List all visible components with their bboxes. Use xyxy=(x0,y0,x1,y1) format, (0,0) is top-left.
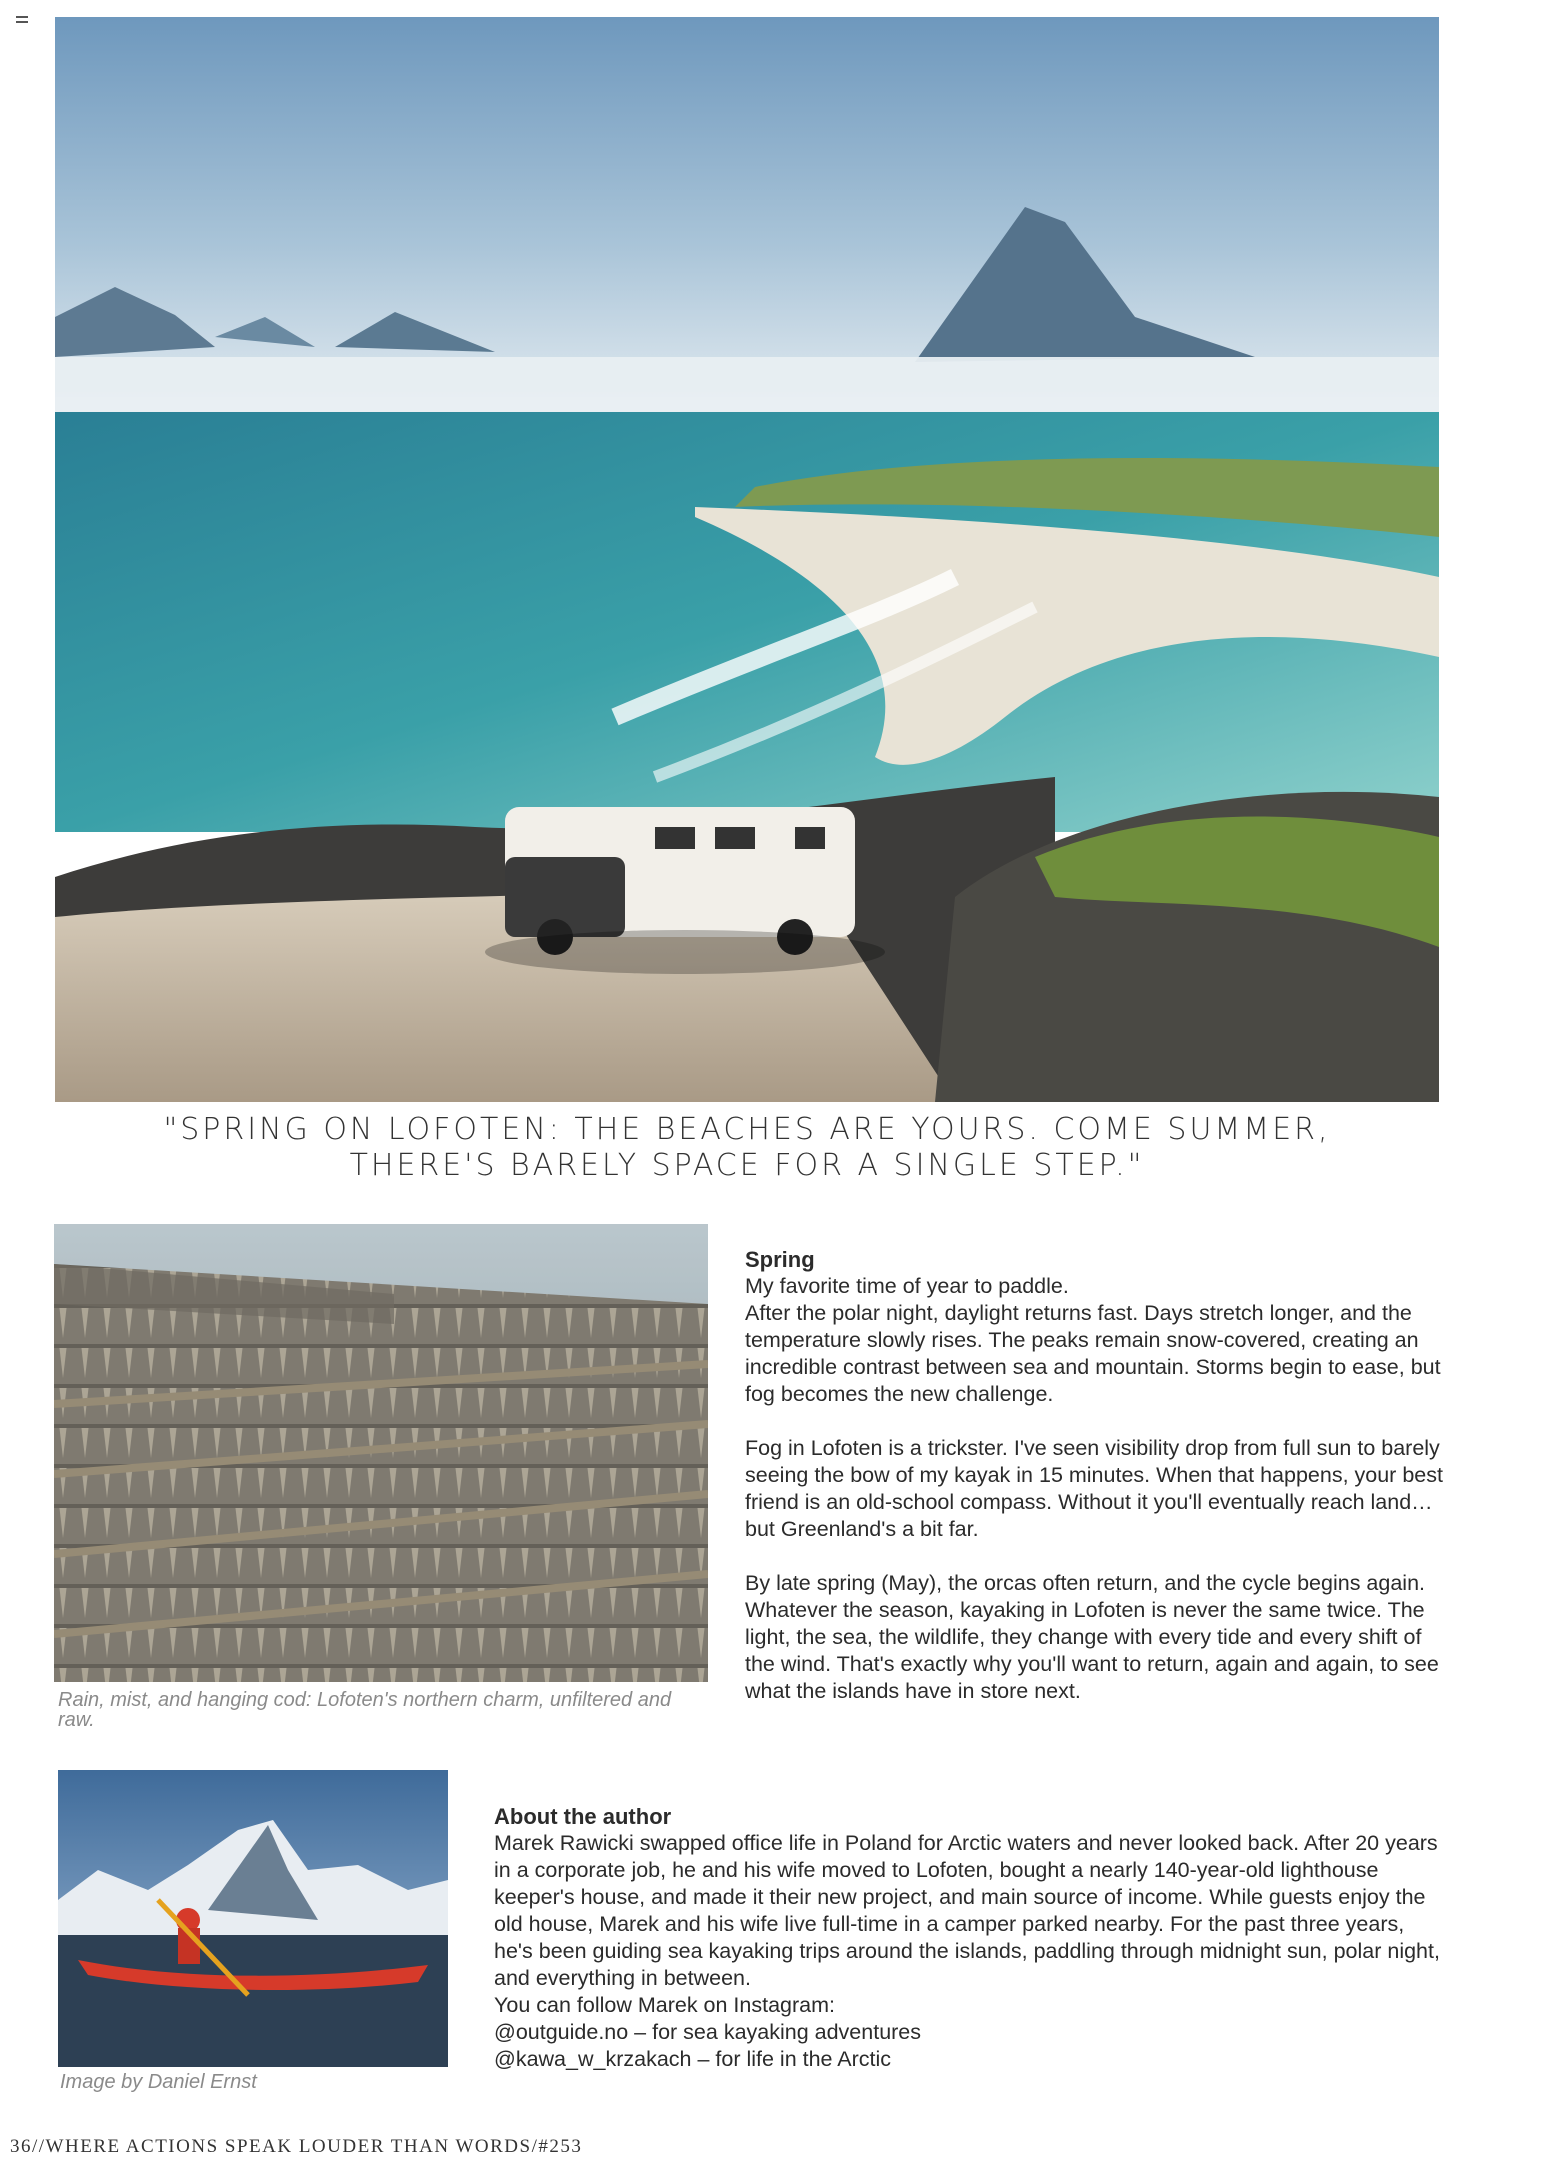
page-number: 36 xyxy=(10,2136,32,2157)
article-heading: Spring xyxy=(745,1247,815,1272)
hero-photo xyxy=(55,17,1439,1102)
author-heading: About the author xyxy=(494,1804,672,1829)
kayak-photo xyxy=(58,1770,448,2067)
spring-article xyxy=(745,1246,1445,1732)
pull-quote-line-2: THERE'S BARELY SPACE FOR A SINGLE STEP." xyxy=(349,1148,1145,1183)
cod-photo-caption: Rain, mist, and hanging cod: Lofoten's northern charm, unfiltered and raw. xyxy=(58,1689,672,1731)
article-intro: My favorite time of year to paddle. xyxy=(745,1274,1069,1298)
article-paragraph-3: By late spring (May), the orcas often return, and the cycle begins again. Whatever the season, kayaking in Lofoten is never the same twice. The light, the sea, the wildlife, they change with every tide and every shift of the wind. That's exactly why you'll want to return, again and again, to see what the islands have in store next. xyxy=(745,1571,1439,1703)
author-instagram-1: @outguide.no – for sea kayaking adventures xyxy=(494,2020,922,2044)
footer-text: //WHERE ACTIONS SPEAK LOUDER THAN WORDS/#253 xyxy=(32,2136,583,2157)
pull-quote-line-1: "SPRING ON LOFOTEN: THE BEACHES ARE YOURS. COME SUMMER, xyxy=(163,1112,1331,1147)
page-footer xyxy=(10,2136,582,2158)
author-instagram-2: @kawa_w_krzakach – for life in the Arctic xyxy=(494,2047,892,2071)
cod-racks-photo xyxy=(54,1224,708,1682)
about-author xyxy=(494,1803,1444,2073)
kayak-photo-caption: Image by Daniel Ernst xyxy=(60,2071,257,2093)
article-paragraph-1: After the polar night, daylight returns fast. Days stretch longer, and the temperature slowly rises. The peaks remain snow-covered, creating an incredible contrast between sea and mountain. Storms begin to ease, but fog becomes the new challenge. xyxy=(745,1301,1441,1406)
author-follow: You can follow Marek on Instagram: xyxy=(494,1993,835,2017)
article-paragraph-2: Fog in Lofoten is a trickster. I've seen visibility drop from full sun to barely seeing the bow of my kayak in 15 minutes. When that happens, your best friend is an old-school compass. Without it you'll eventually reach land… but Greenland's a bit far. xyxy=(745,1436,1443,1541)
author-bio: Marek Rawicki swapped office life in Poland for Arctic waters and never looked back. After 20 years in a corporate job, he and his wife moved to Lofoten, bought a nearly 140-year-old lighthouse keeper's house, and made it their new project, and main source of income. While guests enjoy the old house, Marek and his wife live full-time in a camper parked nearby. For the past three years, he's been guiding sea kayaking trips around the islands, paddling through midnight sun, polar night, and everything in between. xyxy=(494,1831,1440,1990)
pull-quote xyxy=(55,1112,1439,1184)
menu-icon xyxy=(16,16,28,26)
